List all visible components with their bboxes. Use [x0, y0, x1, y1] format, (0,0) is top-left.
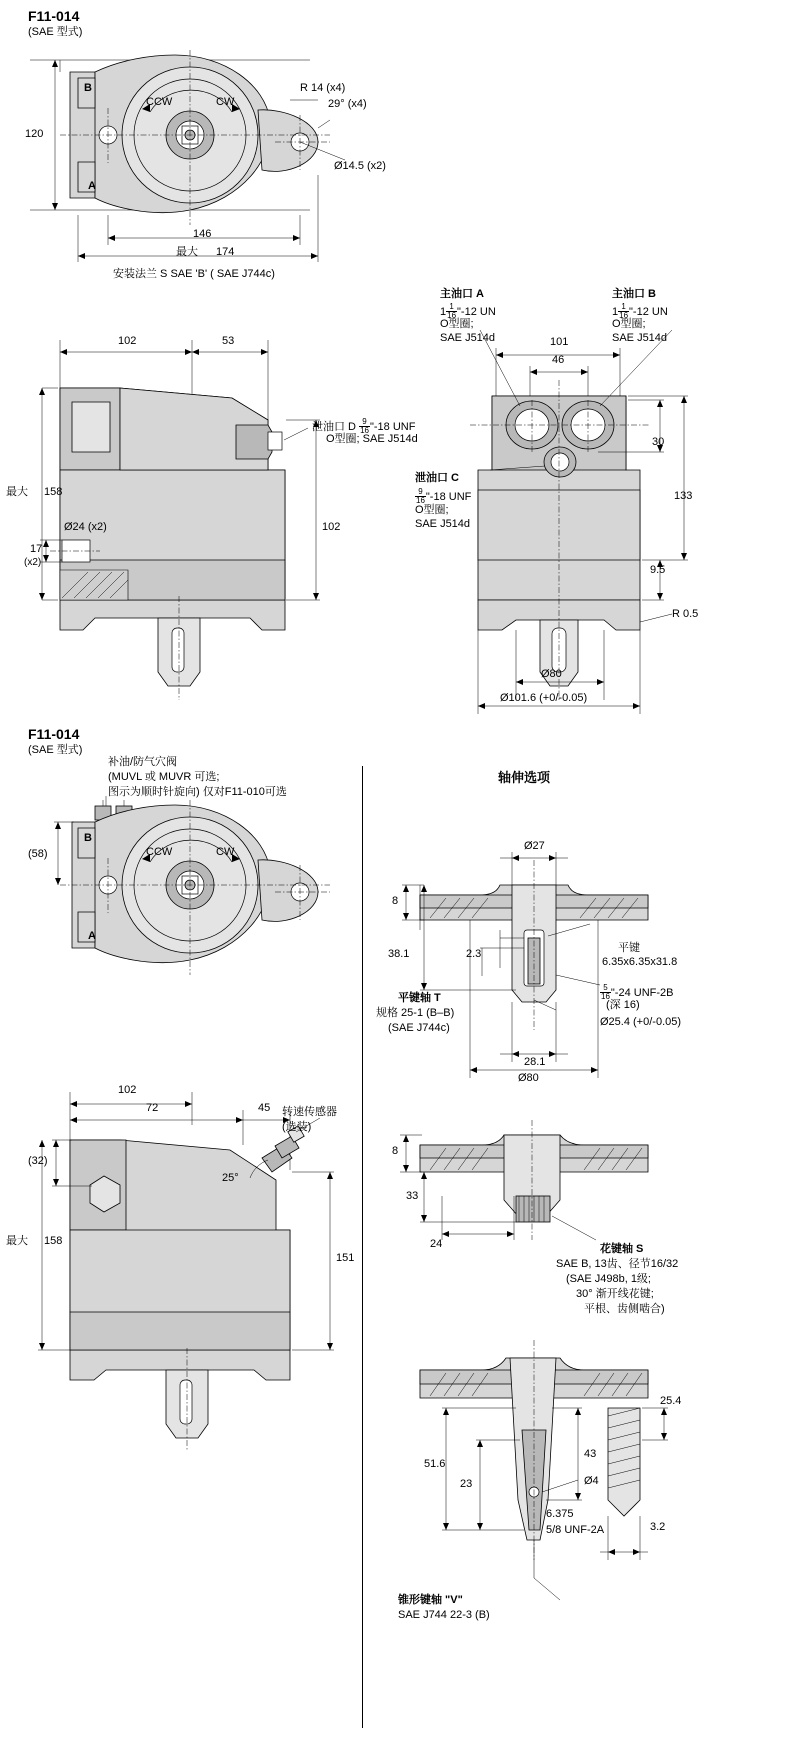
dia-101-6: Ø101.6 (+0/-0.05)	[500, 692, 588, 704]
speed-sensor-optional: (选装)	[282, 1121, 312, 1133]
mount-flange-caption: 安装法兰 S SAE 'B' ( SAE J744c)	[113, 268, 275, 280]
key-dia-80: Ø80	[518, 1072, 539, 1084]
rotation-ccw: CCW	[146, 96, 173, 108]
parallel-shaft-spec: 规格 25-1 (B–B)	[376, 1007, 455, 1019]
bottom-dim-32: (32)	[28, 1155, 48, 1167]
drain-port-c-label: 泄油口 C	[415, 472, 459, 484]
main-port-a-std: SAE J514d	[440, 332, 496, 344]
dim-146: 146	[193, 228, 212, 240]
section-subtitle-top: (SAE 型式)	[28, 26, 83, 38]
bottom-dim-72: 72	[146, 1102, 159, 1114]
key-dim-2-3: 2.3	[466, 948, 482, 960]
key-dim-8: 8	[392, 895, 399, 907]
taper-dim-25-4: 25.4	[660, 1395, 682, 1407]
taper-dim-43: 43	[584, 1448, 597, 1460]
key-dia-25-4: Ø25.4 (+0/-0.05)	[600, 1016, 682, 1028]
shaft-options-heading: 轴伸选项	[498, 770, 551, 785]
main-port-a-size: 1 $\frac{1}{16}$ "-12 UN	[440, 302, 496, 320]
bottom-rotation-cw: CW	[216, 846, 235, 858]
main-port-b-std: SAE J514d	[612, 332, 668, 344]
angle-note: 29° (x4)	[328, 98, 367, 110]
bottom-port-label-a: A	[88, 930, 96, 942]
key-thread-depth: (深 16)	[606, 999, 640, 1011]
main-port-b-label: 主油口 B	[612, 288, 656, 300]
main-port-b-oring: O型圈;	[612, 318, 646, 330]
dim-158-label: 最大	[6, 486, 28, 498]
muv-note-3: 图示为顺时针旋向) 仅对F11-010可选	[108, 786, 287, 798]
key-note-2: 6.35x6.35x31.8	[602, 956, 678, 968]
spline-dim-24: 24	[430, 1238, 443, 1250]
spline-shaft-spec: SAE B, 13齿、径节16/32	[556, 1258, 679, 1270]
taper-shaft-std: SAE J744 22-3 (B)	[398, 1609, 490, 1621]
spline-shaft-form: 30° 渐开线花键;	[576, 1288, 654, 1300]
spline-shaft-fit: 平根、齿侧啮合)	[584, 1303, 665, 1315]
spline-dim-33: 33	[406, 1190, 419, 1202]
dim-102-top: 102	[118, 335, 137, 347]
dim-158: 158	[44, 486, 63, 498]
taper-dim-3-2: 3.2	[650, 1521, 666, 1533]
section-title-bottom: F11-014	[28, 726, 80, 742]
taper-thread: 5/8 UNF-2A	[546, 1524, 605, 1536]
dim-101: 101	[550, 336, 569, 348]
bottom-dim-151: 151	[336, 1252, 355, 1264]
drain-port-d-note2: O型圈; SAE J514d	[326, 433, 418, 445]
taper-dim-6-375: 6.375	[546, 1508, 574, 1520]
dim-17-count: (x2)	[24, 557, 42, 568]
taper-shaft-label: 锥形键轴 "V"	[398, 1594, 463, 1606]
angle-25: 25°	[222, 1172, 239, 1184]
radius-note: R 14 (x4)	[300, 82, 346, 94]
port-label-b: B	[84, 82, 92, 94]
speed-sensor-label: 转速传感器	[282, 1106, 337, 1118]
dim-46: 46	[552, 354, 565, 366]
bottom-rotation-ccw: CCW	[146, 846, 173, 858]
dia-24-note: Ø24 (x2)	[64, 521, 107, 533]
key-dim-38-1: 38.1	[388, 948, 410, 960]
bottom-dim-158: 158	[44, 1235, 63, 1247]
hole-dia-note: Ø14.5 (x2)	[334, 160, 386, 172]
radius-r05: R 0.5	[672, 608, 699, 620]
rotation-cw: CW	[216, 96, 235, 108]
dia-27: Ø27	[524, 840, 545, 852]
dia-80-front: Ø80	[541, 668, 562, 680]
main-port-a-oring: O型圈;	[440, 318, 474, 330]
dim-30: 30	[652, 436, 665, 448]
dim-133: 133	[674, 490, 693, 502]
main-port-a-label: 主油口 A	[440, 288, 484, 300]
spline-shaft-label: 花键轴 S	[600, 1243, 644, 1255]
parallel-shaft-label: 平键轴 T	[398, 992, 441, 1004]
muv-note-2: (MUVL 或 MUVR 可选;	[108, 771, 220, 783]
parallel-shaft-std: (SAE J744c)	[388, 1022, 450, 1034]
drain-port-d-note: 泄油口 D $\frac{9}{16}$ "-18 UNF	[312, 417, 416, 435]
muv-note-1: 补油/防气穴阀	[108, 756, 178, 768]
bottom-dim-45: 45	[258, 1102, 271, 1114]
dim-174: 174	[216, 246, 235, 258]
section-title-top: F11-014	[28, 8, 80, 24]
main-port-b-size: 1 $\frac{1}{16}$ "-12 UN	[612, 302, 668, 320]
taper-dim-51-6: 51.6	[424, 1458, 446, 1470]
spline-dim-8: 8	[392, 1145, 399, 1157]
drain-port-c-oring: O型圈;	[415, 504, 449, 516]
drain-port-c-size: $\frac{9}{16}$ "-18 UNF	[416, 487, 472, 505]
taper-dim-23: 23	[460, 1478, 473, 1490]
dim-174-label: 最大	[176, 246, 198, 258]
bottom-port-label-b: B	[84, 832, 92, 844]
port-label-a: A	[88, 180, 96, 192]
spline-shaft-std: (SAE J498b, 1级;	[566, 1273, 651, 1285]
taper-dia-4: Ø4	[584, 1475, 599, 1487]
bottom-dim-158-label: 最大	[6, 1235, 28, 1247]
key-dim-28-1: 28.1	[524, 1056, 546, 1068]
dim-120: 120	[25, 128, 44, 140]
drain-port-c-std: SAE J514d	[415, 518, 471, 530]
bottom-dim-102: 102	[118, 1084, 137, 1096]
key-thread-note: $\frac{5}{16}$ "-24 UNF-2B	[601, 983, 674, 1001]
dim-53: 53	[222, 335, 235, 347]
dim-17: 17	[30, 543, 43, 555]
section-subtitle-bottom: (SAE 型式)	[28, 744, 83, 756]
dim-58: (58)	[28, 848, 48, 860]
dim-95: 9.5	[650, 564, 666, 576]
key-note-1: 平键	[618, 942, 640, 954]
dim-102-right: 102	[322, 521, 341, 533]
